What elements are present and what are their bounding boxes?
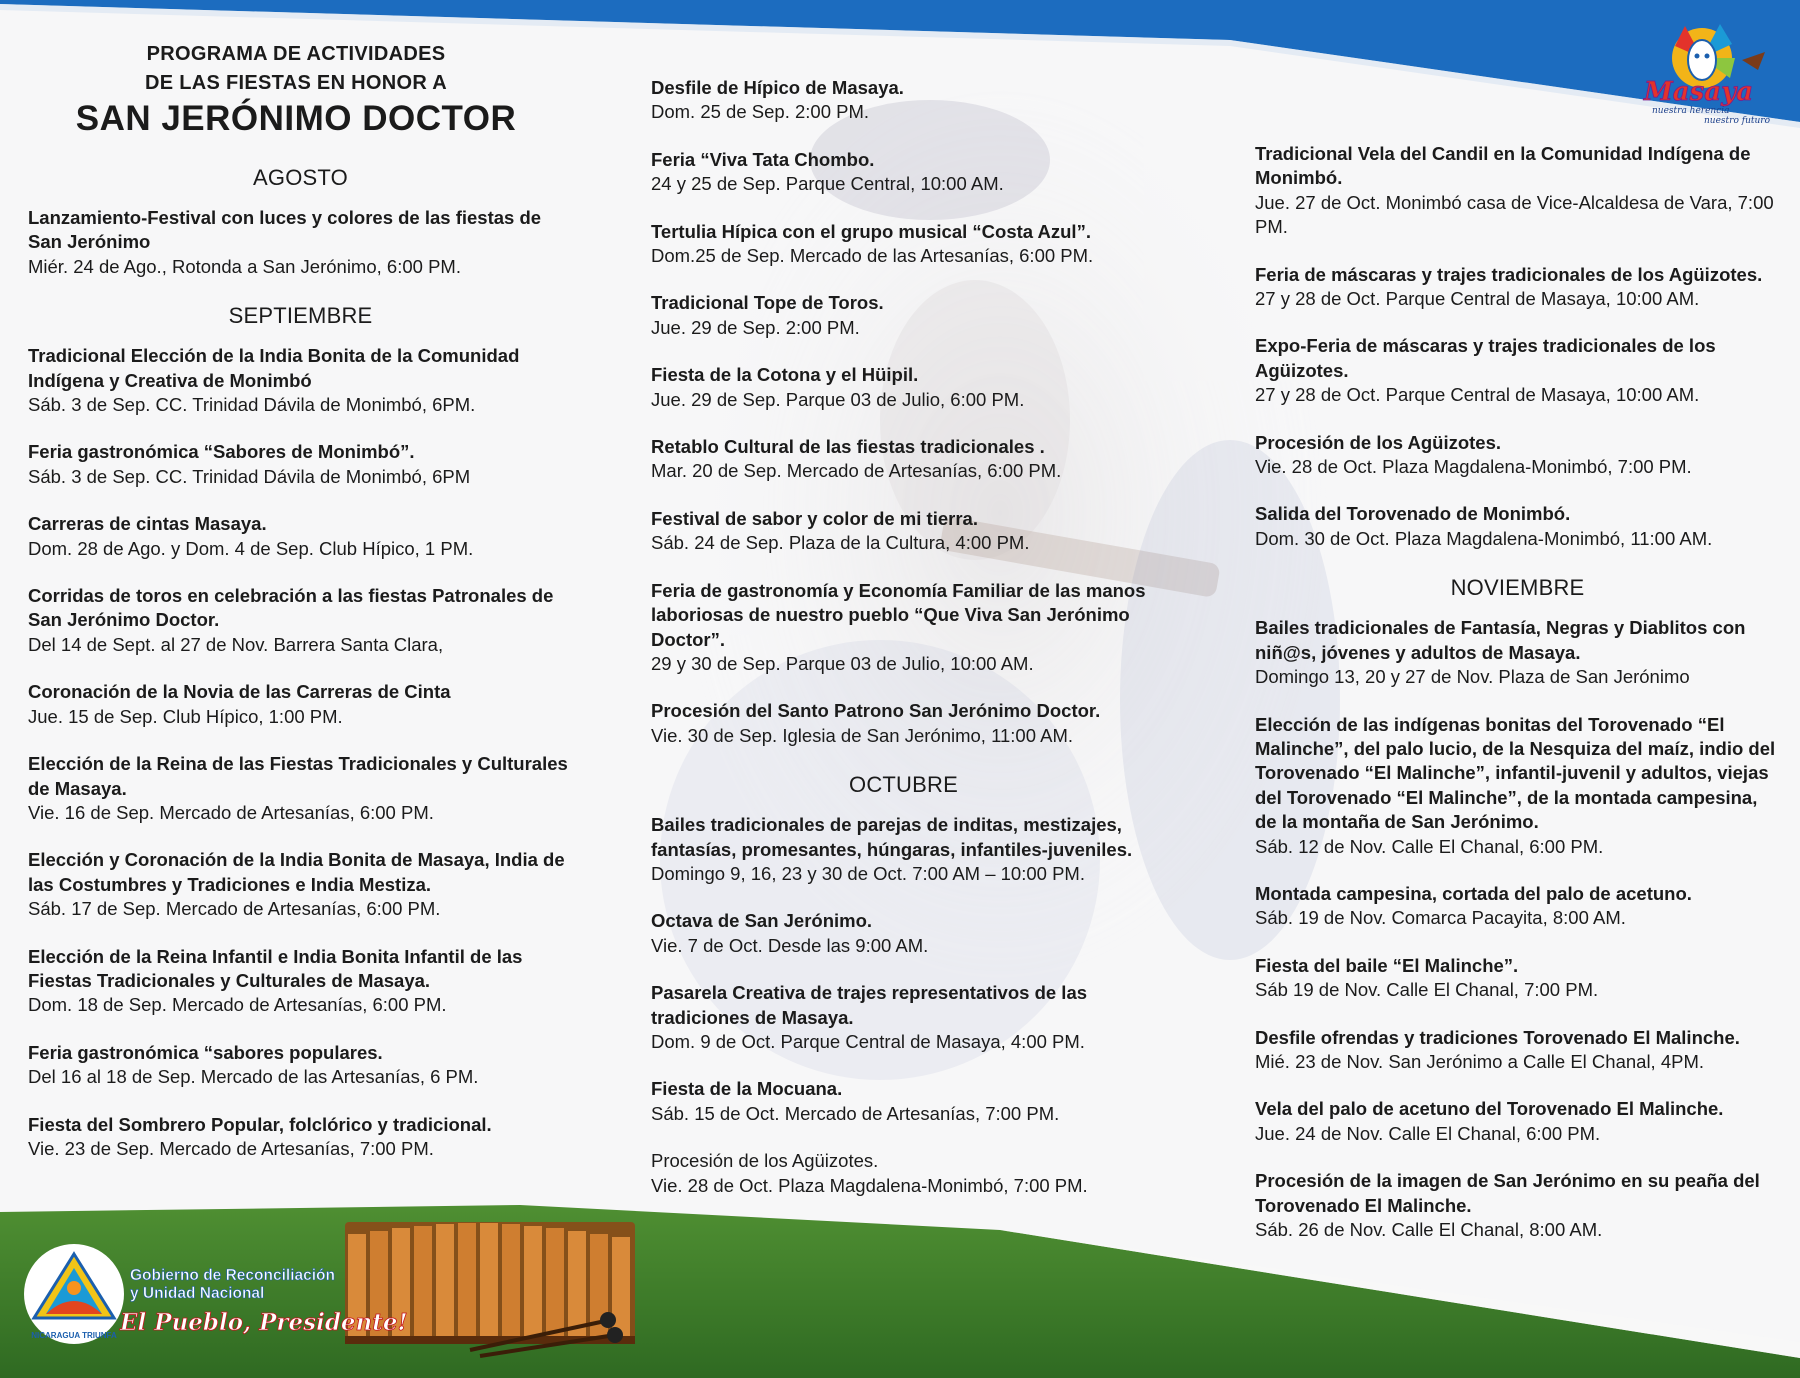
- event-item: [28, 206, 573, 279]
- event-title: Bailes tradicionales de parejas de inditas, mestizajes, fantasías, promesantes, húngaras, infantiles-juveniles.: [651, 814, 1133, 860]
- svg-text:NICARAGUA TRIUNFA: NICARAGUA TRIUNFA: [31, 1331, 117, 1340]
- event-detail: Vie. 30 de Sep. Iglesia de San Jerónimo, 11:00 AM.: [651, 724, 1074, 746]
- title-line-2: DE LAS FIESTAS EN HONOR A: [145, 72, 447, 94]
- event-item: [1255, 142, 1780, 240]
- event-title: Corridas de toros en celebración a las fiestas Patronales de San Jerónimo Doctor.: [28, 585, 554, 631]
- event-title: Tradicional Tope de Toros.: [651, 292, 884, 314]
- event-item: [28, 752, 573, 825]
- event-detail: Vie. 7 de Oct. Desde las 9:00 AM.: [651, 934, 929, 956]
- event-title: Expo-Feria de máscaras y trajes tradicionales de los Agüizotes.: [1255, 335, 1716, 381]
- event-title: Fiesta del baile “El Malinche”.: [1255, 954, 1519, 976]
- event-title: Retablo Cultural de las fiestas tradicionales .: [651, 436, 1045, 458]
- event-item: [1255, 713, 1780, 859]
- event-item: [28, 440, 573, 489]
- event-title: Feria “Viva Tata Chombo.: [651, 148, 875, 170]
- event-item: [1255, 1026, 1780, 1075]
- event-item: [651, 579, 1156, 677]
- event-title: Tertulia Hípica con el grupo musical “Costa Azul”.: [651, 220, 1091, 242]
- event-title: Coronación de la Novia de las Carreras de Cinta: [28, 681, 451, 703]
- event-detail: Dom. 9 de Oct. Parque Central de Masaya, 4:00 PM.: [651, 1030, 1085, 1052]
- event-title: Salida del Torovenado de Monimbó.: [1255, 503, 1571, 525]
- event-detail: Miér. 24 de Ago., Rotonda a San Jerónimo, 6:00 PM.: [28, 255, 461, 277]
- event-title: Elección de la Reina Infantil e India Bonita Infantil de las Fiestas Tradicionales y Culturales de Masaya.: [28, 945, 523, 991]
- event-detail: 27 y 28 de Oct. Parque Central de Masaya, 10:00 AM.: [1255, 288, 1700, 310]
- event-item: [651, 909, 1156, 958]
- event-title: Procesión de los Agüizotes.: [1255, 431, 1502, 453]
- government-logo: [22, 1238, 408, 1348]
- event-item: [28, 344, 573, 417]
- event-item: [28, 848, 573, 921]
- event-detail: Jue. 29 de Sep. Parque 03 de Julio, 6:00 PM.: [651, 388, 1025, 410]
- event-detail: Jue. 27 de Oct. Monimbó casa de Vice-Alcaldesa de Vara, 7:00 PM.: [1255, 191, 1774, 238]
- event-detail: Sáb. 15 de Oct. Mercado de Artesanías, 7:00 PM.: [651, 1102, 1060, 1124]
- event-detail: Mar. 20 de Sep. Mercado de Artesanías, 6:00 PM.: [651, 460, 1062, 482]
- event-detail: Dom. 25 de Sep. 2:00 PM.: [651, 101, 870, 123]
- column-middle: [651, 76, 1156, 1221]
- event-item: [1255, 882, 1780, 931]
- event-detail: Domingo 9, 16, 23 y 30 de Oct. 7:00 AM – 10:00 PM.: [651, 862, 1085, 884]
- event-title: Feria de gastronomía y Economía Familiar de las manos laboriosas de nuestro pueblo “Que Viva San Jerónimo Doctor”.: [651, 579, 1146, 650]
- masaya-logo: [1640, 16, 1785, 126]
- event-title: Fiesta de la Mocuana.: [651, 1078, 843, 1100]
- event-item: [651, 291, 1156, 340]
- event-title: Vela del palo de acetuno del Torovenado El Malinche.: [1255, 1098, 1724, 1120]
- event-title: Desfile ofrendas y tradiciones Torovenado El Malinche.: [1255, 1026, 1740, 1048]
- event-detail: Sáb. 3 de Sep. CC. Trinidad Dávila de Monimbó, 6PM.: [28, 394, 476, 416]
- event-detail: Vie. 28 de Oct. Plaza Magdalena-Monimbó, 7:00 PM.: [651, 1174, 1088, 1196]
- event-item: [1255, 334, 1780, 407]
- event-title: Tradicional Elección de la India Bonita de la Comunidad Indígena y Creativa de Monimbó: [28, 345, 520, 391]
- event-detail: Dom.25 de Sep. Mercado de las Artesanías, 6:00 PM.: [651, 245, 1094, 267]
- event-item: [651, 1077, 1156, 1126]
- event-item: [651, 220, 1156, 269]
- event-item: [651, 699, 1156, 748]
- event-title: Procesión de la imagen de San Jerónimo en su peaña del Torovenado El Malinche.: [1255, 1170, 1760, 1216]
- event-title: Fiesta del Sombrero Popular, folclórico y tradicional.: [28, 1113, 492, 1135]
- event-item: [1255, 502, 1780, 551]
- nicaragua-seal-icon: [24, 1244, 124, 1344]
- event-item: [28, 1113, 573, 1162]
- event-detail: Vie. 16 de Sep. Mercado de Artesanías, 6:00 PM.: [28, 801, 434, 823]
- event-item: [651, 363, 1156, 412]
- event-detail: Del 14 de Sept. al 27 de Nov. Barrera Santa Clara,: [28, 633, 444, 655]
- masaya-tagline-1: nuestra herencia: [1652, 106, 1730, 116]
- event-item: [1255, 1169, 1780, 1242]
- event-title: Festival de sabor y color de mi tierra.: [651, 507, 978, 529]
- event-detail: Jue. 24 de Nov. Calle El Chanal, 6:00 PM.: [1255, 1122, 1601, 1144]
- month-heading-noviembre: NOVIEMBRE: [1450, 575, 1585, 601]
- event-title: Pasarela Creativa de trajes representativos de las tradiciones de Masaya.: [651, 982, 1088, 1028]
- event-detail: Vie. 28 de Oct. Plaza Magdalena-Monimbó, 7:00 PM.: [1255, 456, 1692, 478]
- event-detail: Dom. 30 de Oct. Plaza Magdalena-Monimbó, 11:00 AM.: [1255, 527, 1713, 549]
- event-title: Procesión del Santo Patrono San Jerónimo Doctor.: [651, 700, 1101, 722]
- event-detail: 27 y 28 de Oct. Parque Central de Masaya, 10:00 AM.: [1255, 384, 1700, 406]
- gov-name-line-2: y Unidad Nacional: [130, 1285, 265, 1302]
- event-item: [28, 1041, 573, 1090]
- event-title: Feria gastronómica “Sabores de Monimbó”.: [28, 441, 415, 463]
- event-title: Bailes tradicionales de Fantasía, Negras y Diablitos con niñ@s, jóvenes y adultos de Masaya.: [1255, 617, 1746, 663]
- event-detail: Domingo 13, 20 y 27 de Nov. Plaza de San Jerónimo: [1255, 666, 1690, 688]
- title-line-1: PROGRAMA DE ACTIVIDADES: [146, 43, 446, 65]
- event-detail: Sáb 19 de Nov. Calle El Chanal, 7:00 PM.: [1255, 979, 1599, 1001]
- event-item: [28, 584, 573, 657]
- event-detail: Dom. 18 de Sep. Mercado de Artesanías, 6:00 PM.: [28, 994, 447, 1016]
- event-detail: Mié. 23 de Nov. San Jerónimo a Calle El Chanal, 4PM.: [1255, 1050, 1705, 1072]
- event-detail: Dom. 28 de Ago. y Dom. 4 de Sep. Club Hípico, 1 PM.: [28, 537, 474, 559]
- event-title: Carreras de cintas Masaya.: [28, 513, 267, 535]
- event-item: [1255, 431, 1780, 480]
- event-title: Tradicional Vela del Candil en la Comunidad Indígena de Monimbó.: [1255, 143, 1751, 189]
- event-detail: Sáb. 24 de Sep. Plaza de la Cultura, 4:00 PM.: [651, 532, 1030, 554]
- event-item: [28, 680, 573, 729]
- page-title: [26, 40, 566, 140]
- month-heading-agosto: AGOSTO: [253, 165, 348, 190]
- event-title: Feria de máscaras y trajes tradicionales de los Agüizotes.: [1255, 263, 1763, 285]
- title-line-3: SAN JERÓNIMO DOCTOR: [75, 99, 517, 138]
- event-item: [651, 1149, 1156, 1198]
- event-title: Lanzamiento-Festival con luces y colores de las fiestas de San Jerónimo: [28, 207, 542, 253]
- event-title: Montada campesina, cortada del palo de acetuno.: [1255, 882, 1692, 904]
- event-title: Fiesta de la Cotona y el Hüipil.: [651, 364, 919, 386]
- event-detail: Sáb. 26 de Nov. Calle El Chanal, 8:00 AM.: [1255, 1219, 1603, 1240]
- event-item: [28, 512, 573, 561]
- event-item: [28, 945, 573, 1018]
- event-item: [651, 148, 1156, 197]
- event-detail: Sáb. 17 de Sep. Mercado de Artesanías, 6:00 PM.: [28, 898, 441, 920]
- column-right: [1255, 142, 1780, 1265]
- month-heading-septiembre: SEPTIEMBRE: [228, 303, 373, 329]
- event-title: Procesión de los Agüizotes.: [651, 1150, 879, 1172]
- gov-slogan: El Pueblo, Presidente!: [120, 1309, 408, 1336]
- event-detail: 24 y 25 de Sep. Parque Central, 10:00 AM.: [651, 173, 1004, 195]
- event-detail: Sáb. 3 de Sep. CC. Trinidad Dávila de Monimbó, 6PM: [28, 465, 471, 487]
- event-detail: Sáb. 19 de Nov. Comarca Pacayita, 8:00 AM.: [1255, 907, 1626, 929]
- event-title: Elección de las indígenas bonitas del Torovenado “El Malinche”, del palo lucio, de la Nesquiza del maíz, indio del Torovenado “El Malinche”, infantil-juvenil y adultos, viejas del Torovenado “El Malinche”, de la montada campesina, de la montaña de San Jerónimo.: [1255, 713, 1776, 833]
- event-detail: Sáb. 12 de Nov. Calle El Chanal, 6:00 PM.: [1255, 835, 1604, 857]
- event-title: Desfile de Hípico de Masaya.: [651, 77, 904, 98]
- event-item: [1255, 1097, 1780, 1146]
- column-left: [28, 40, 573, 1184]
- event-title: Octava de San Jerónimo.: [651, 910, 873, 932]
- event-detail: Jue. 29 de Sep. 2:00 PM.: [651, 316, 860, 338]
- event-item: [651, 981, 1156, 1054]
- event-item: [651, 813, 1156, 886]
- event-detail: Del 16 al 18 de Sep. Mercado de las Artesanías, 6 PM.: [28, 1066, 479, 1088]
- gov-name-line-1: Gobierno de Reconciliación: [130, 1267, 335, 1284]
- event-title: Elección y Coronación de la India Bonita de Masaya, India de las Costumbres y Tradiciones e India Mestiza.: [28, 849, 565, 895]
- event-detail: Vie. 23 de Sep. Mercado de Artesanías, 7:00 PM.: [28, 1137, 434, 1159]
- event-detail: Jue. 15 de Sep. Club Hípico, 1:00 PM.: [28, 705, 343, 727]
- event-title: Feria gastronómica “sabores populares.: [28, 1041, 383, 1063]
- event-item: [1255, 616, 1780, 689]
- event-item: [1255, 263, 1780, 312]
- event-item: [651, 507, 1156, 556]
- event-item: [651, 76, 1156, 125]
- event-item: [651, 435, 1156, 484]
- event-title: Elección de la Reina de las Fiestas Tradicionales y Culturales de Masaya.: [28, 753, 568, 799]
- event-item: [1255, 954, 1780, 1003]
- masaya-wordmark: Masaya: [1644, 77, 1754, 107]
- event-detail: 29 y 30 de Sep. Parque 03 de Julio, 10:00 AM.: [651, 652, 1034, 674]
- month-heading-octubre: OCTUBRE: [849, 772, 958, 798]
- masaya-tagline-2: nuestro futuro: [1704, 116, 1770, 126]
